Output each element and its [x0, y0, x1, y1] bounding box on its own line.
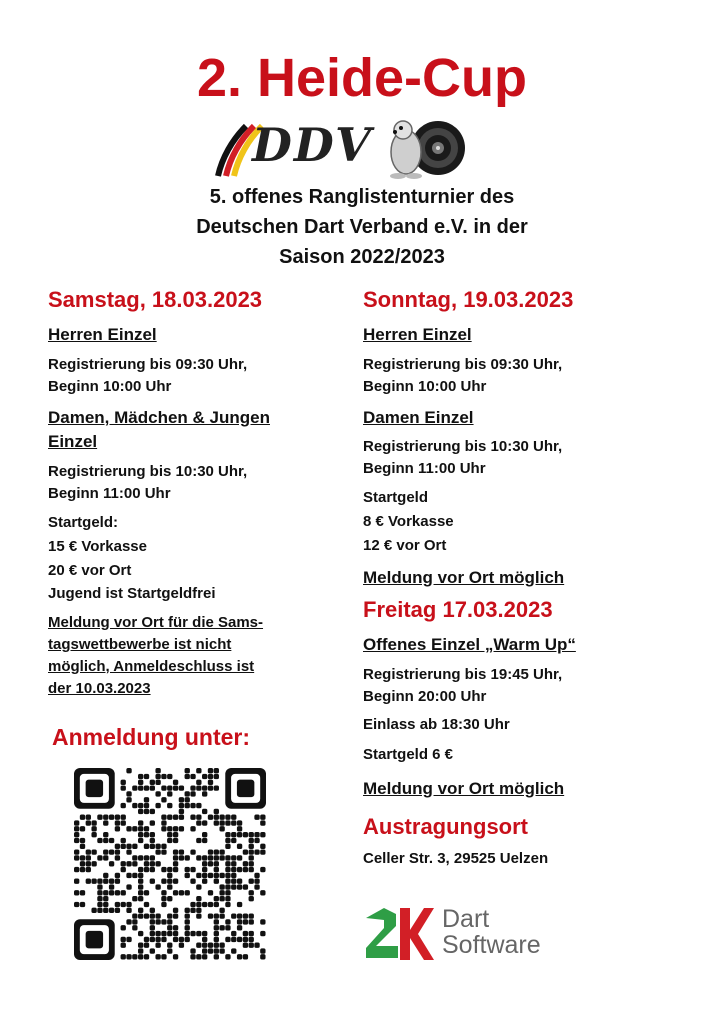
dart-software-logo [362, 902, 602, 966]
saturday-event2-title-line1: Damen, Mädchen & Jungen [48, 408, 270, 427]
friday-date: Freitag 17.03.2023 [363, 597, 553, 622]
saturday-fee-advance: 15 € Vorkasse [48, 538, 147, 555]
poster-title: 2. Heide-Cup [196, 48, 528, 108]
saturday-fee-label: Startgeld: [48, 514, 119, 531]
sunday-event1-reg: Registrierung bis 09:30 Uhr, [363, 356, 563, 373]
saturday-note-line1: Meldung vor Ort für die Sams- [48, 614, 264, 631]
saturday-event2-start: Beginn 11:00 Uhr [48, 485, 171, 502]
friday-start: Beginn 20:00 Uhr [363, 688, 487, 705]
tournament-intro [60, 182, 664, 272]
saturday-fee-onsite: 20 € vor Ort [48, 562, 132, 579]
friday-reg: Registrierung bis 19:45 Uhr, [363, 666, 563, 683]
sunday-fee-onsite: 12 € vor Ort [363, 537, 447, 554]
hedgehog-dartboard-icon [384, 110, 466, 182]
friday-event-title: Offenes Einzel „Warm Up“ [363, 635, 576, 654]
saturday-note-line3: möglich, Anmeldeschluss ist [48, 658, 255, 675]
saturday-date: Samstag, 18.03.2023 [48, 287, 263, 312]
sponsor-line2: Software [442, 931, 541, 959]
sunday-event1-start: Beginn 10:00 Uhr [363, 378, 487, 395]
registration-label: Anmeldung unter: [52, 724, 251, 750]
friday-entry: Einlass ab 18:30 Uhr [363, 716, 510, 733]
saturday-event1-title: Herren Einzel [48, 325, 157, 344]
sunday-event2-start: Beginn 11:00 Uhr [363, 460, 486, 477]
saturday-event2-reg: Registrierung bis 10:30 Uhr, [48, 463, 248, 480]
2k-logo-icon [362, 904, 436, 964]
sunday-event2-title: Damen Einzel [363, 408, 474, 427]
intro-line-2: Deutschen Dart Verband e.V. in der [196, 216, 528, 238]
intro-line-3: Saison 2022/2023 [279, 246, 445, 268]
sunday-event2-reg: Registrierung bis 10:30 Uhr, [363, 438, 563, 455]
friday-fee: Startgeld 6 € [363, 746, 454, 763]
saturday-event1-reg: Registrierung bis 09:30 Uhr, [48, 356, 248, 373]
sunday-event1-title: Herren Einzel [363, 325, 472, 344]
friday-note: Meldung vor Ort möglich [363, 779, 565, 798]
saturday-event1-start: Beginn 10:00 Uhr [48, 378, 172, 395]
saturday-note-line2: tagswettbewerbe ist nicht [48, 636, 232, 653]
ddv-logo-text: DDV [252, 118, 373, 172]
venue-address: Celler Str. 3, 29525 Uelzen [363, 850, 549, 867]
sponsor-line1: Dart [442, 905, 490, 933]
saturday-event2-title-line2: Einzel [48, 432, 98, 451]
intro-line-1: 5. offenes Ranglistenturnier des [209, 186, 515, 208]
sunday-note: Meldung vor Ort möglich [363, 568, 565, 587]
sunday-date: Sonntag, 19.03.2023 [363, 287, 574, 312]
sunday-fee-label: Startgeld [363, 489, 429, 506]
venue-label: Austragungsort [363, 814, 528, 839]
registration-qr-code[interactable] [74, 768, 266, 960]
saturday-fee-youth: Jugend ist Startgeldfrei [48, 585, 216, 602]
saturday-note-line4: der 10.03.2023 [48, 680, 151, 697]
sunday-fee-advance: 8 € Vorkasse [363, 513, 454, 530]
